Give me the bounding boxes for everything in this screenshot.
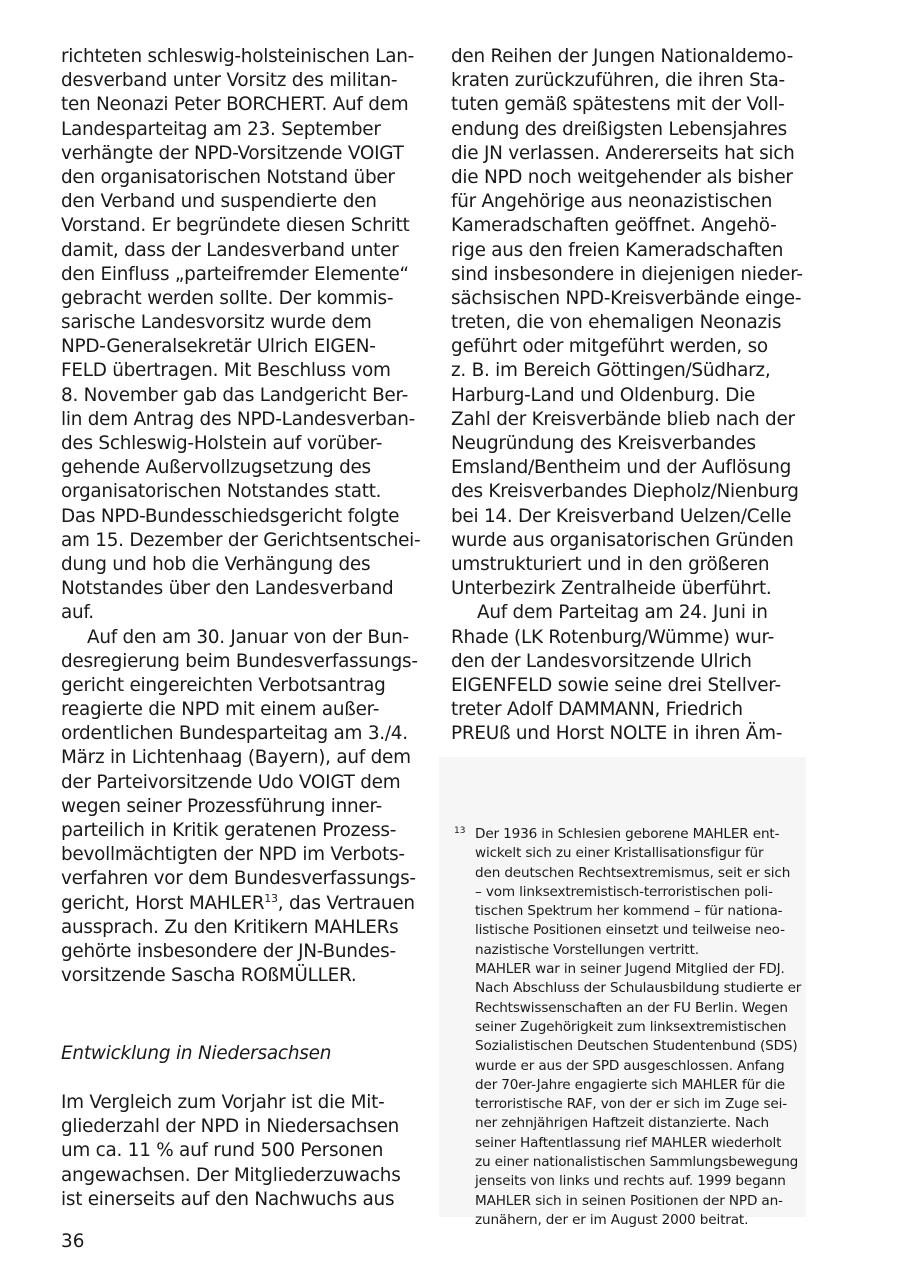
text-line: desverband unter Vorsitz des militan- (61, 70, 398, 92)
text-fragment: gericht, Horst MAHLER (61, 892, 265, 914)
right-column (451, 45, 816, 746)
text-line: organisatorischen Notstandes statt. (61, 481, 382, 503)
text-line: damit, dass der Landesverband unter (61, 239, 399, 261)
text-line: dung und hob die Verhängung des (61, 553, 371, 575)
text-line: Unterbezirk Zentralheide überführt. (451, 578, 772, 600)
text-line: richteten schleswig-holsteinischen Lan- (61, 46, 415, 67)
text-line: treter Adolf DAMMANN, Friedrich (451, 699, 743, 721)
text-line: wegen seiner Prozessführung inner- (61, 795, 382, 817)
text-line: ist einerseits auf den Nachwuchs aus (61, 1188, 395, 1210)
text-line: Harburg-Land und Oldenburg. Die (451, 384, 756, 406)
footnote-line: ner zehnjährigen Haftzeit distanzierte. Nach (475, 1115, 769, 1132)
text-line: reagierte die NPD mit einem außer- (61, 699, 380, 721)
footnote-line: wickelt sich zu einer Kristallisationsfigur für (475, 845, 764, 862)
text-line: lin dem Antrag des NPD-Landesverban- (61, 408, 416, 430)
text-line: vorsitzende Sascha ROßMÜLLER. (61, 965, 357, 987)
text-line: rige aus den freien Kameradschaften (451, 239, 784, 261)
text-line: Auf dem Parteitag am 24. Juni in (477, 602, 768, 624)
text-line: gebracht werden sollte. Der kommis- (61, 287, 394, 309)
text-line-with-footnote-ref (61, 892, 426, 916)
footnote-line: – vom linksextremistisch-terroristischen poli- (475, 883, 773, 900)
text-line: den Reihen der Jungen Nationaldemo- (451, 46, 793, 67)
section-heading: Entwicklung in Niedersachsen (61, 1043, 332, 1064)
footnote-line: MAHLER sich in seinen Positionen der NPD an- (475, 1192, 783, 1209)
text-line: Rhade (LK Rotenburg/Wümme) wur- (451, 626, 775, 648)
footnote-line: der 70er-Jahre engagierte sich MAHLER für die (475, 1076, 785, 1093)
text-line: wurde aus organisatorischen Gründen (451, 529, 794, 551)
text-line: Landesparteitag am 23. September (61, 118, 381, 140)
footnote-line: den deutschen Rechtsextremismus, seit er sich (475, 864, 791, 881)
text-line: geführt oder mitgeführt werden, so (451, 336, 768, 358)
text-line: gehende Außervollzugsetzung des (61, 457, 371, 479)
text-line: den Verband und suspendierte den (61, 191, 377, 213)
text-line: z. B. im Bereich Göttingen/Südharz, (451, 360, 771, 382)
page-number: 36 (61, 1231, 85, 1252)
footnote-line: nazistische Vorstellungen vertritt. (475, 941, 699, 958)
text-line: Zahl der Kreisverbände blieb nach der (451, 408, 795, 430)
text-line: endung des dreißigsten Lebensjahres (451, 118, 787, 140)
footnote-line: wurde er aus der SPD ausgeschlossen. Anfang (475, 1057, 785, 1074)
text-line: sarische Landesvorsitz wurde dem (61, 312, 372, 334)
text-line: Neugründung des Kreisverbandes (451, 433, 756, 454)
footnote-line: jenseits von links und rechts auf. 1999 begann (475, 1173, 786, 1190)
text-line: Auf den am 30. Januar von der Bun- (87, 626, 409, 648)
text-line: den der Landesvorsitzende Ulrich (451, 650, 752, 672)
footnote-line: Sozialistischen Deutschen Studentenbund (SDS) (475, 1038, 798, 1055)
text-line: des Kreisverbandes Diepholz/Nienburg (451, 481, 799, 503)
text-line: März in Lichtenhaag (Bayern), auf dem (61, 747, 411, 769)
text-line: den organisatorischen Notstand über (61, 166, 395, 188)
text-line: treten, die von ehemaligen Neonazis (451, 312, 782, 334)
text-line: die JN verlassen. Andererseits hat sich (451, 142, 795, 164)
text-line: 8. November gab das Landgericht Ber- (61, 384, 409, 406)
text-line: desregierung beim Bundesverfassungs- (61, 650, 418, 672)
text-line: gliederzahl der NPD in Niedersachsen (61, 1116, 400, 1138)
text-line: des Schleswig-Holstein auf vorüber- (61, 433, 383, 454)
footnote-line: seiner Zugehörigkeit zum linksextremistischen (475, 1018, 787, 1035)
left-column-section (61, 1091, 426, 1212)
footnote-line: MAHLER war in seiner Jugend Mitglied der FDJ. (475, 961, 785, 978)
footnote-line: terroristische RAF, von der er sich im Zuge sei- (475, 1096, 787, 1113)
text-line: PREUß und Horst NOLTE in ihren Äm- (451, 723, 783, 745)
text-line: bevollmächtigten der NPD im Verbots- (61, 844, 405, 866)
text-line: kraten zurückzuführen, die ihren Sta- (451, 70, 785, 92)
text-line: bei 14. Der Kreisverband Uelzen/Celle (451, 505, 792, 527)
text-line: am 15. Dezember der Gerichtsentschei- (61, 529, 421, 551)
text-line: Vorstand. Er begründete diesen Schritt (61, 215, 410, 237)
left-column (61, 45, 426, 988)
text-line: Kameradschaften geöffnet. Angehö- (451, 215, 777, 237)
text-line: gehörte insbesondere der JN-Bundes- (61, 940, 396, 962)
text-line: FELD übertragen. Mit Beschluss vom (61, 360, 391, 382)
text-line: sächsischen NPD-Kreisverbände einge- (451, 287, 802, 309)
footnote-line: tischen Spektrum her kommend – für nationa- (475, 903, 783, 920)
text-line: angewachsen. Der Mitgliederzuwachs (61, 1164, 401, 1186)
text-line: Das NPD-Bundesschiedsgericht folgte (61, 505, 400, 527)
text-line: Im Vergleich zum Vorjahr ist die Mit- (61, 1092, 385, 1113)
footnote-line: Der 1936 in Schlesien geborene MAHLER ent- (475, 826, 780, 842)
text-line: parteilich in Kritik geratenen Prozess- (61, 820, 397, 841)
text-line: NPD-Generalsekretär Ulrich EIGEN- (61, 336, 376, 358)
text-line: ordentlichen Bundesparteitag am 3./4. (61, 723, 408, 745)
footnote-line: listische Positionen einsetzt und teilweise neo- (475, 922, 785, 939)
text-line: tuten gemäß spätestens mit der Voll- (451, 94, 785, 116)
footnote (454, 825, 804, 1230)
text-line: aussprach. Zu den Kritikern MAHLERs (61, 916, 399, 938)
text-line: EIGENFELD sowie seine drei Stellver- (451, 674, 781, 696)
text-line: auf. (61, 602, 94, 624)
text-line: Notstandes über den Landesverband (61, 578, 394, 600)
footnote-line: zu einer nationalistischen Sammlungsbewegung (475, 1154, 799, 1171)
text-line: verfahren vor dem Bundesverfassungs- (61, 868, 416, 890)
text-line: den Einfluss „parteifremder Elemente“ (61, 263, 409, 285)
text-line: die NPD noch weitgehender als bisher (451, 166, 793, 188)
text-line: verhängte der NPD-Vorsitzende VOIGT (61, 142, 404, 164)
text-fragment: , das Vertrauen (277, 892, 415, 914)
text-line: für Angehörige aus neonazistischen (451, 191, 773, 213)
footnote-line: zunähern, der er im August 2000 beitrat. (475, 1211, 749, 1228)
text-line: der Parteivorsitzende Udo VOIGT dem (61, 771, 401, 793)
text-line: Emsland/Bentheim und der Auflösung (451, 457, 792, 479)
footnote-marker: 13 (454, 826, 466, 836)
text-line: sind insbesondere in diejenigen nieder- (451, 263, 803, 285)
footnote-line: seiner Haftentlassung rief MAHLER wiederholt (475, 1134, 782, 1151)
text-line: gericht eingereichten Verbotsantrag (61, 674, 386, 696)
text-line: umstrukturiert und in den größeren (451, 553, 770, 575)
text-line: ten Neonazi Peter BORCHERT. Auf dem (61, 94, 409, 116)
footnote-line: Rechtswissenschaften an der FU Berlin. Wegen (475, 999, 788, 1016)
footnote-line: Nach Abschluss der Schulausbildung studierte er (475, 980, 802, 997)
footnote-reference: 13 (264, 891, 278, 905)
text-line: um ca. 11 % auf rund 500 Personen (61, 1140, 384, 1162)
